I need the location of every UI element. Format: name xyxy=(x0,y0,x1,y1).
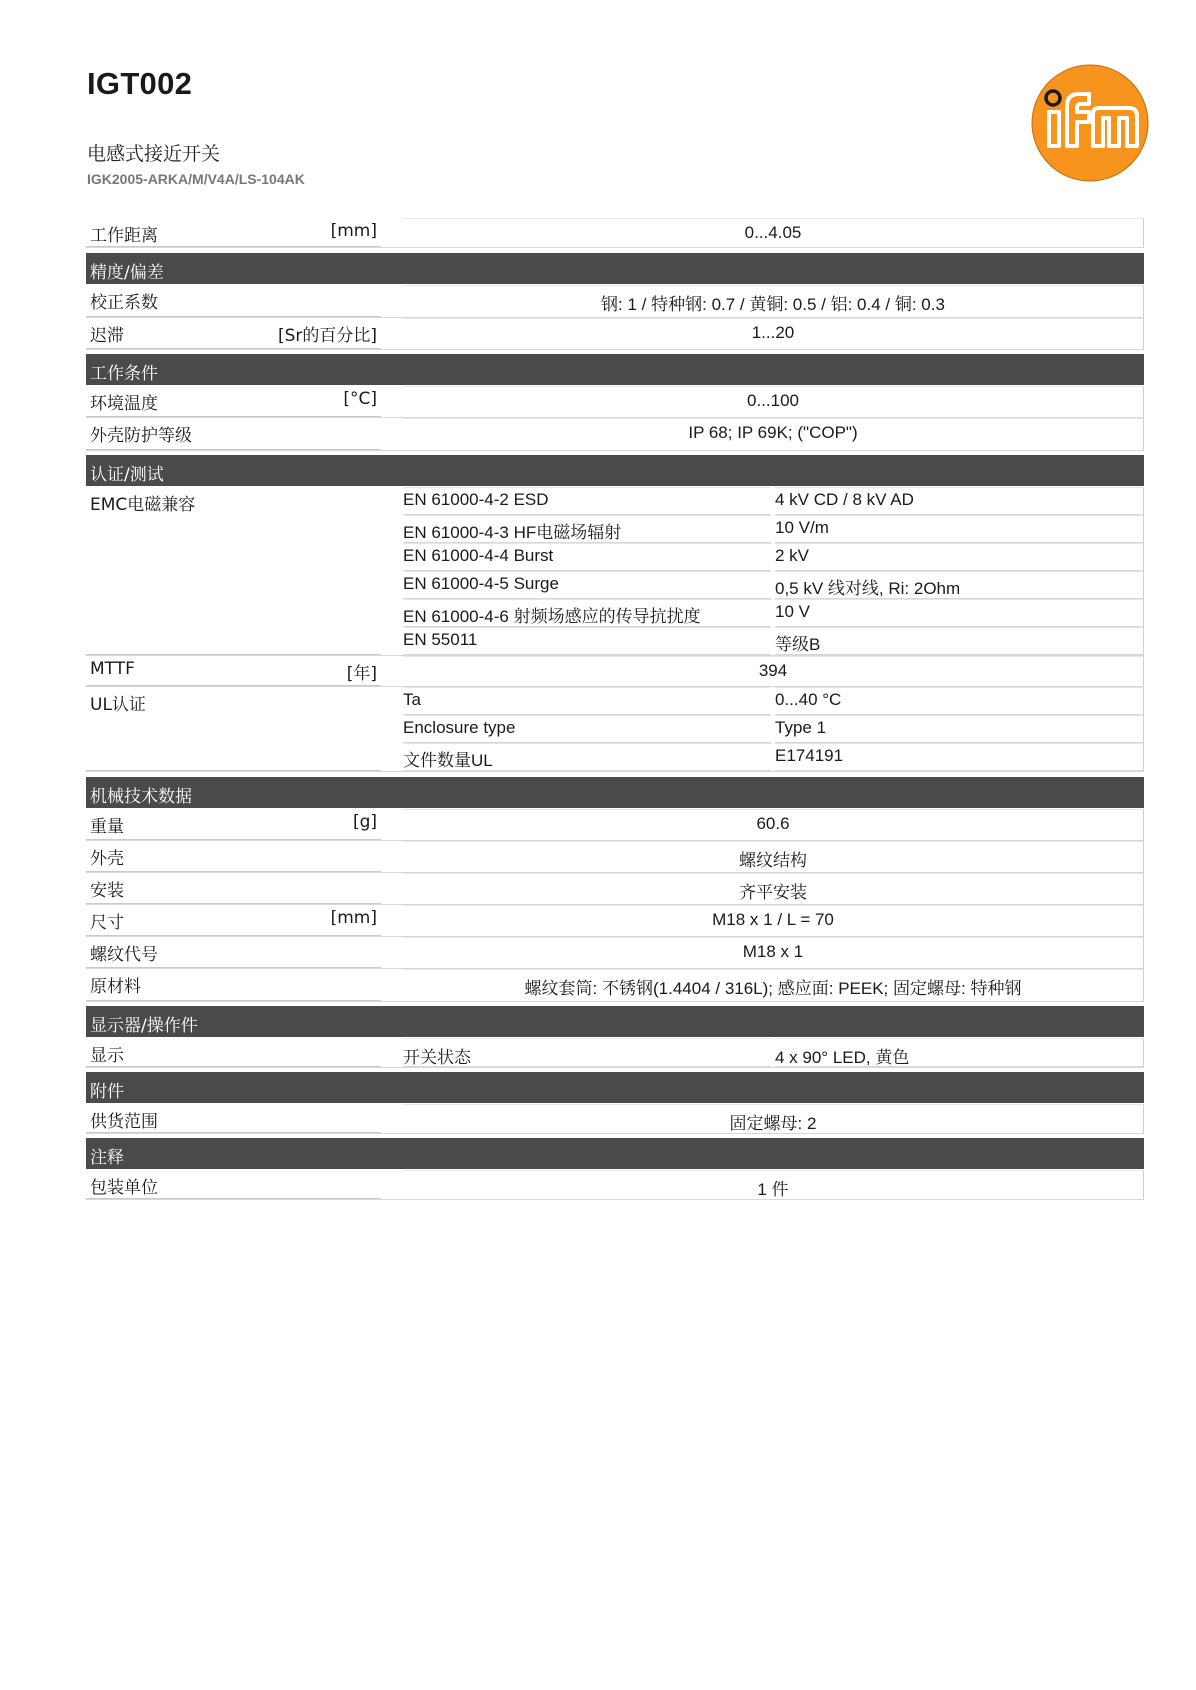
value: M18 x 1 / L = 70 xyxy=(712,910,834,929)
label: 校正系数 xyxy=(90,293,158,313)
test-value-cell xyxy=(775,715,1144,743)
value-cell xyxy=(403,1104,1144,1133)
test-value: 等级B xyxy=(775,635,821,654)
datasheet-table xyxy=(86,218,1144,1200)
label-cell xyxy=(86,841,381,872)
row-correction-factor xyxy=(86,285,1144,318)
value: 钢: 1 / 特种钢: 0.7 / 黄铜: 0.5 / 铝: 0.4 / 铜: 0.3 xyxy=(601,295,945,314)
label: 迟滞 xyxy=(90,326,124,346)
section-header-tests xyxy=(86,455,1144,486)
test-value-cell xyxy=(775,743,1144,771)
label: 安装 xyxy=(90,881,124,901)
value: 1 件 xyxy=(757,1180,789,1199)
label-cell xyxy=(86,418,381,450)
value-cell xyxy=(403,905,1144,936)
label-cell xyxy=(86,318,381,349)
value-cell xyxy=(403,656,1144,686)
value-cell xyxy=(403,841,1144,872)
value: 0...100 xyxy=(747,391,799,410)
value: 螺纹结构 xyxy=(739,851,807,870)
label-cell xyxy=(86,487,381,655)
unit: [g] xyxy=(352,812,377,832)
test-value: E174191 xyxy=(775,746,844,765)
section-title: 注释 xyxy=(90,1148,124,1168)
label: 工作距离 xyxy=(90,226,158,246)
value: 固定螺母: 2 xyxy=(729,1114,817,1133)
value: IP 68; IP 69K; ("COP") xyxy=(688,423,858,442)
sub-name-cell xyxy=(403,1038,771,1067)
label-cell xyxy=(86,1170,381,1199)
section-title: 附件 xyxy=(90,1082,124,1102)
label: 显示 xyxy=(90,1046,124,1066)
test-name-cell xyxy=(403,627,771,655)
value-cell xyxy=(403,873,1144,904)
label: 外壳 xyxy=(90,849,124,869)
section-header-remarks xyxy=(86,1138,1144,1169)
label-cell xyxy=(86,905,381,936)
test-name-cell xyxy=(403,599,771,627)
section-title: 显示器/操作件 xyxy=(90,1016,198,1036)
unit: [年] xyxy=(346,664,377,684)
test-name-cell xyxy=(403,543,771,571)
label-cell xyxy=(86,687,381,771)
article-number: IGK2005-ARKA/M/V4A/LS-104AK xyxy=(87,171,305,187)
value-cell xyxy=(403,809,1144,840)
value-cell xyxy=(403,937,1144,968)
row-ambient-temperature xyxy=(86,386,1144,418)
value: 0...4.05 xyxy=(744,223,802,242)
row-hysteresis xyxy=(86,318,1144,350)
value: 螺纹套筒: 不锈钢(1.4404 / 316L); 感应面: PEEK; 固定螺母: 特种钢 xyxy=(524,979,1022,998)
section-header-display xyxy=(86,1006,1144,1037)
label: UL认证 xyxy=(90,695,146,715)
label: 重量 xyxy=(90,817,124,837)
section-title: 认证/测试 xyxy=(90,465,164,485)
test-value-cell xyxy=(775,627,1144,655)
test-name-cell xyxy=(403,687,771,715)
test-value: 10 V xyxy=(775,602,810,621)
row-dimensions xyxy=(86,905,1144,937)
sub-name: 开关状态 xyxy=(403,1048,471,1067)
test-name: EN 61000-4-2 ESD xyxy=(403,490,549,509)
row-ul xyxy=(86,687,1144,772)
test-value-cell xyxy=(775,599,1144,627)
label-cell xyxy=(86,873,381,904)
row-weight xyxy=(86,809,1144,841)
row-emc xyxy=(86,487,1144,656)
value-cell xyxy=(403,285,1144,317)
test-value: 10 V/m xyxy=(775,518,829,537)
test-value: 0,5 kV 线对线, Ri: 2Ohm xyxy=(775,579,961,598)
test-name-cell xyxy=(403,715,771,743)
label: 供货范围 xyxy=(90,1112,158,1132)
test-name: Ta xyxy=(403,690,421,709)
value-cell xyxy=(403,969,1144,1001)
row-thread xyxy=(86,937,1144,969)
test-name: Enclosure type xyxy=(403,718,516,737)
test-value: 4 kV CD / 8 kV AD xyxy=(775,490,914,509)
mechanical-rows xyxy=(86,809,1144,1002)
value-cell xyxy=(403,1170,1144,1199)
test-value: 0...40 °C xyxy=(775,690,842,709)
test-name-cell xyxy=(403,571,771,599)
test-value-cell xyxy=(775,487,1144,515)
value-cell xyxy=(403,386,1144,417)
row-materials xyxy=(86,969,1144,1002)
test-name: EN 55011 xyxy=(403,630,478,649)
section-title: 精度/偏差 xyxy=(90,263,164,283)
row-protection xyxy=(86,418,1144,451)
section-title: 机械技术数据 xyxy=(90,787,192,807)
label-cell xyxy=(86,285,381,317)
value: 60.6 xyxy=(756,814,790,833)
value-cell xyxy=(403,318,1144,349)
value: M18 x 1 xyxy=(742,942,804,961)
label: EMC电磁兼容 xyxy=(90,495,196,515)
section-header-accuracy xyxy=(86,253,1144,284)
label-cell xyxy=(86,1038,381,1067)
row-scope-of-delivery xyxy=(86,1104,1144,1134)
label-cell xyxy=(86,809,381,840)
test-name: EN 61000-4-5 Surge xyxy=(403,574,559,593)
label: 原材料 xyxy=(90,977,141,997)
test-value: Type 1 xyxy=(775,718,827,737)
row-housing xyxy=(86,841,1144,873)
test-name: EN 61000-4-4 Burst xyxy=(403,546,554,565)
label-cell xyxy=(86,218,381,247)
row-sensing-range xyxy=(86,218,1144,248)
sub-value-cell xyxy=(775,1038,1144,1067)
product-type: 电感式接近开关 xyxy=(87,143,221,165)
test-name-cell xyxy=(403,515,771,543)
label: 尺寸 xyxy=(90,913,124,933)
test-name: EN 61000-4-3 HF电磁场辐射 xyxy=(403,523,622,542)
sub-value: 4 x 90° LED, 黄色 xyxy=(775,1048,910,1067)
section-title: 工作条件 xyxy=(90,364,158,384)
section-header-operating xyxy=(86,354,1144,385)
test-value-cell xyxy=(775,515,1144,543)
unit: [°C] xyxy=(343,389,377,409)
label: MTTF xyxy=(90,659,135,679)
label: 外壳防护等级 xyxy=(90,426,192,446)
value: 齐平安装 xyxy=(739,883,807,902)
test-value-cell xyxy=(775,543,1144,571)
row-mttf xyxy=(86,656,1144,687)
ifm-logo xyxy=(1031,64,1149,182)
value: 394 xyxy=(758,661,788,680)
unit: [mm] xyxy=(330,221,377,241)
section-header-mechanical xyxy=(86,777,1144,808)
unit: [Sr的百分比] xyxy=(277,326,377,346)
row-display xyxy=(86,1038,1144,1068)
product-code: IGT002 xyxy=(87,66,193,101)
label-cell xyxy=(86,937,381,968)
test-value: 2 kV xyxy=(775,546,810,565)
test-name-cell xyxy=(403,487,771,515)
value: 1...20 xyxy=(751,323,795,342)
test-name: 文件数量UL xyxy=(403,751,493,770)
test-value-cell xyxy=(775,687,1144,715)
row-packaging-unit xyxy=(86,1170,1144,1200)
section-header-accessories xyxy=(86,1072,1144,1103)
label-cell xyxy=(86,656,381,686)
label-cell xyxy=(86,386,381,417)
label: 螺纹代号 xyxy=(90,945,158,965)
test-value-cell xyxy=(775,571,1144,599)
label-cell xyxy=(86,969,381,1001)
label: 包装单位 xyxy=(90,1178,158,1198)
test-name-cell xyxy=(403,743,771,771)
label: 环境温度 xyxy=(90,394,158,414)
row-mounting xyxy=(86,873,1144,905)
label-cell xyxy=(86,1104,381,1133)
value-cell xyxy=(403,418,1144,450)
test-name: EN 61000-4-6 射频场感应的传导抗扰度 xyxy=(403,607,701,626)
unit: [mm] xyxy=(330,908,377,928)
value-cell xyxy=(403,218,1144,247)
